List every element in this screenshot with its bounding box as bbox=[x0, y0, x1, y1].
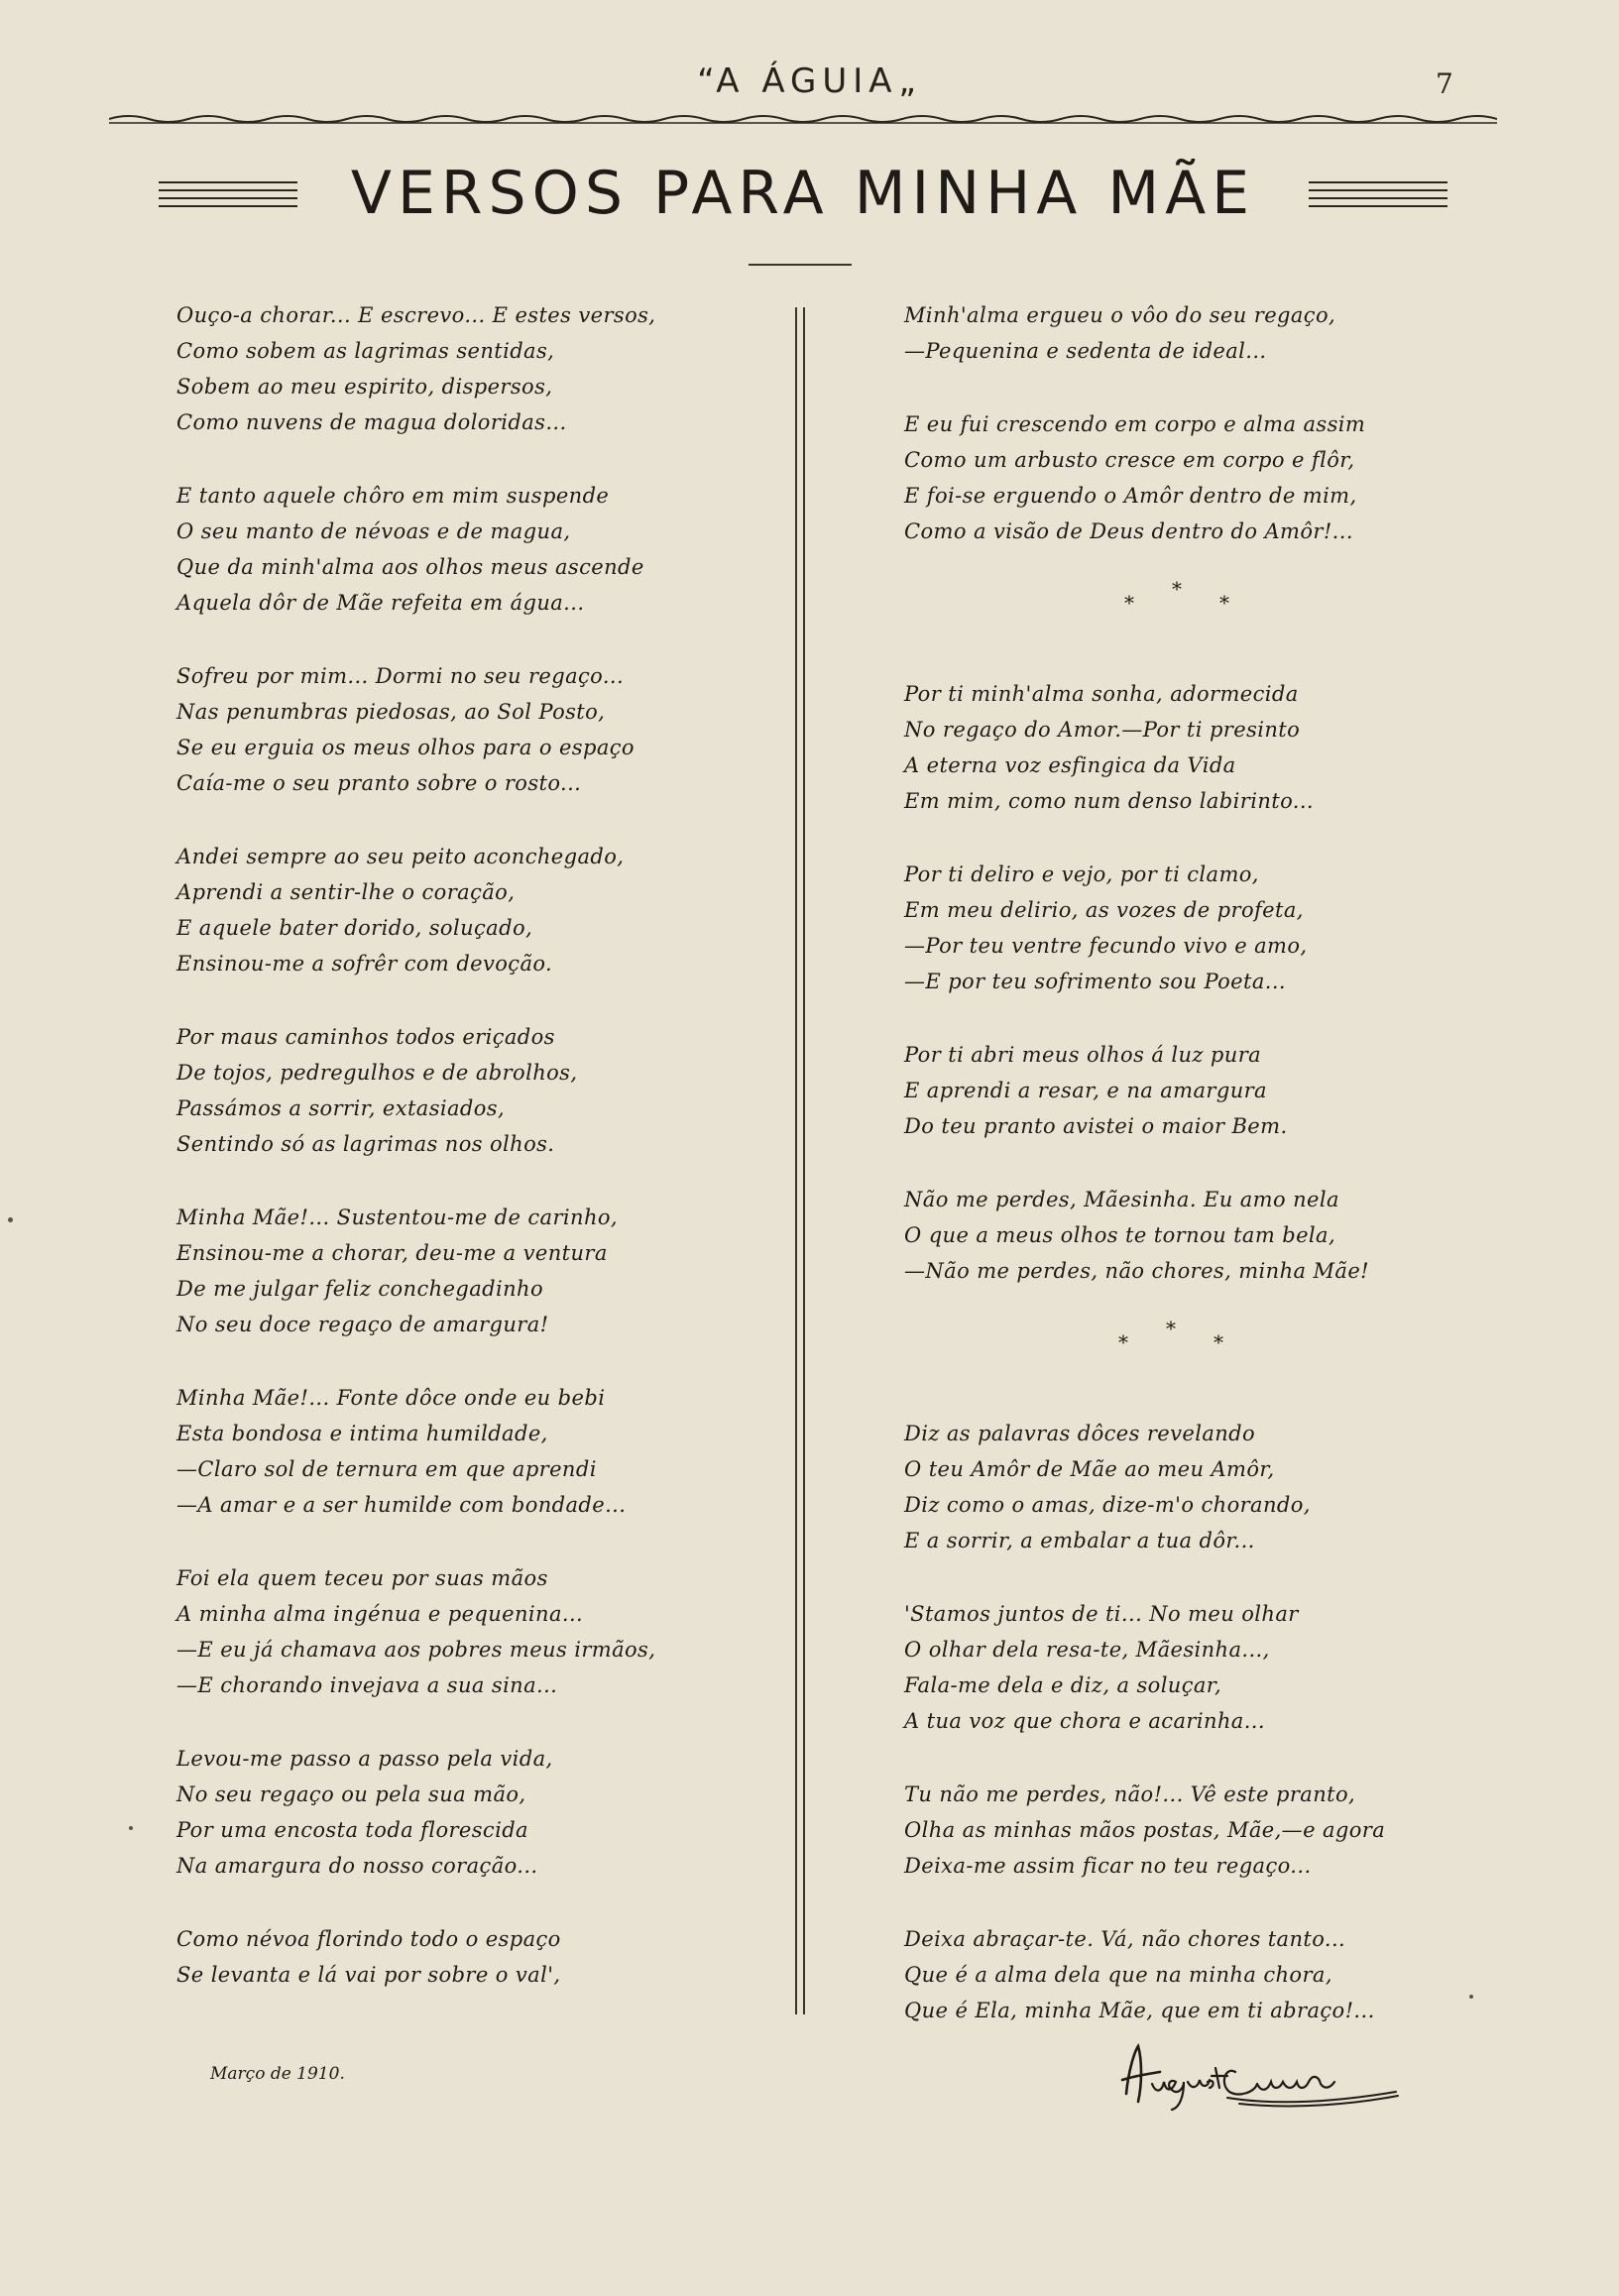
verse-line: Como névoa florindo todo o espaço bbox=[176, 1927, 561, 1951]
separator-star: * bbox=[1124, 591, 1134, 615]
verse-line: Minh'alma ergueu o vôo do seu regaço, bbox=[904, 303, 1336, 327]
stanza bbox=[904, 406, 1459, 549]
separator-star: * bbox=[1214, 1330, 1223, 1354]
verse-line: Como nuvens de magua doloridas... bbox=[176, 410, 567, 434]
stanza bbox=[904, 1921, 1459, 2028]
verse-line: A minha alma ingénua e pequenina... bbox=[176, 1602, 584, 1626]
verse-line: Minha Mãe!... Fonte dôce onde eu bebi bbox=[176, 1386, 606, 1410]
verse-line: Aprendi a sentir-lhe o coração, bbox=[176, 880, 516, 904]
verse-line: Levou-me passo a passo pela vida, bbox=[176, 1747, 553, 1771]
stanza bbox=[904, 1416, 1459, 1558]
verse-line: Como sobem as lagrimas sentidas, bbox=[176, 339, 555, 363]
verse-line: O que a meus olhos te tornou tam bela, bbox=[904, 1223, 1336, 1247]
verse-line: Que é Ela, minha Mãe, que em ti abraço!... bbox=[904, 1999, 1375, 2022]
verse-line: E eu fui crescendo em corpo e alma assim bbox=[904, 412, 1366, 436]
verse-line: E tanto aquele chôro em mim suspende bbox=[176, 484, 610, 508]
verse-line: Nas penumbras piedosas, ao Sol Posto, bbox=[176, 700, 606, 724]
verse-line: Em mim, como num denso labirinto... bbox=[904, 789, 1314, 813]
verse-line: Se levanta e lá vai por sobre o val', bbox=[176, 1963, 561, 1987]
running-title: “A ÁGUIA„ bbox=[697, 61, 922, 101]
stanza bbox=[176, 478, 771, 621]
verse-line: Diz como o amas, dize-m'o chorando, bbox=[904, 1493, 1311, 1517]
verse-line: Que é a alma dela que na minha chora, bbox=[904, 1963, 1332, 1987]
verse-line: A tua voz que chora e acarinha... bbox=[904, 1709, 1265, 1733]
verse-line: Caía-me o seu pranto sobre o rosto... bbox=[176, 771, 582, 795]
stanza-separator bbox=[904, 577, 1459, 648]
stanza bbox=[904, 1777, 1459, 1884]
paper-speck bbox=[1469, 1995, 1473, 1999]
verse-line: Passámos a sorrir, extasiados, bbox=[176, 1096, 506, 1120]
verse-line: —Não me perdes, não chores, minha Mãe! bbox=[904, 1259, 1369, 1283]
verse-line: Diz as palavras dôces revelando bbox=[904, 1422, 1256, 1445]
verse-line: Tu não me perdes, não!... Vê este pranto, bbox=[904, 1782, 1356, 1806]
separator-star: * bbox=[1172, 577, 1182, 601]
verse-line: A eterna voz esfingica da Vida bbox=[904, 753, 1236, 777]
verse-line: 'Stamos juntos de ti... No meu olhar bbox=[904, 1602, 1299, 1626]
verse-line: Deixa-me assim ficar no teu regaço... bbox=[904, 1854, 1312, 1878]
verse-line: E aprendi a resar, e na amargura bbox=[904, 1079, 1267, 1102]
verse-line: Andei sempre ao seu peito aconchegado, bbox=[176, 845, 625, 868]
separator-star: * bbox=[1219, 591, 1229, 615]
verse-line: E foi-se erguendo o Amôr dentro de mim, bbox=[904, 484, 1357, 508]
stanza bbox=[176, 1019, 771, 1162]
verse-line: —Por teu ventre fecundo vivo e amo, bbox=[904, 934, 1308, 958]
verse-line: Que da minh'alma aos olhos meus ascende bbox=[176, 555, 644, 579]
stanza bbox=[176, 1741, 771, 1884]
verse-line: Por ti minh'alma sonha, adormecida bbox=[904, 682, 1299, 706]
verse-line: Como um arbusto cresce em corpo e flôr, bbox=[904, 448, 1355, 472]
verse-line: No regaço do Amor.—Por ti presinto bbox=[904, 718, 1301, 742]
separator-star: * bbox=[1118, 1330, 1128, 1354]
verse-line: Por ti abri meus olhos á luz pura bbox=[904, 1043, 1262, 1067]
stanza bbox=[904, 1596, 1459, 1739]
stanza bbox=[176, 1380, 771, 1523]
verse-line: Não me perdes, Mãesinha. Eu amo nela bbox=[904, 1188, 1339, 1211]
verse-line: —E eu já chamava aos pobres meus irmãos, bbox=[176, 1638, 656, 1662]
verse-line: Por ti deliro e vejo, por ti clamo, bbox=[904, 862, 1259, 886]
verse-line: No seu doce regaço de amargura! bbox=[176, 1313, 549, 1336]
stanza bbox=[176, 658, 771, 801]
verse-line: Minha Mãe!... Sustentou-me de carinho, bbox=[176, 1205, 619, 1229]
title-ornament-right bbox=[1309, 176, 1447, 216]
verse-line: —Claro sol de ternura em que aprendi bbox=[176, 1457, 597, 1481]
verse-line: Por maus caminhos todos eriçados bbox=[176, 1025, 555, 1049]
verse-line: O seu manto de névoas e de magua, bbox=[176, 519, 571, 543]
stanza bbox=[904, 676, 1459, 819]
verse-line: Esta bondosa e intima humildade, bbox=[176, 1422, 548, 1445]
verse-line: —E chorando invejava a sua sina... bbox=[176, 1673, 558, 1697]
title-row bbox=[159, 159, 1447, 238]
verse-line: Do teu pranto avistei o maior Bem. bbox=[904, 1114, 1288, 1138]
column-divider bbox=[803, 307, 805, 2014]
verse-line: De me julgar feliz conchegadinho bbox=[176, 1277, 544, 1301]
verse-line: —Pequenina e sedenta de ideal... bbox=[904, 339, 1267, 363]
stanza bbox=[176, 297, 771, 440]
paper-speck bbox=[8, 1217, 13, 1222]
verse-line: —E por teu sofrimento sou Poeta... bbox=[904, 970, 1286, 993]
verse-line: E a sorrir, a embalar a tua dôr... bbox=[904, 1529, 1255, 1552]
verse-line: Fala-me dela e diz, a soluçar, bbox=[904, 1673, 1222, 1697]
verse-line: Ouço-a chorar... E escrevo... E estes versos, bbox=[176, 303, 656, 327]
verse-line: Sofreu por mim... Dormi no seu regaço... bbox=[176, 664, 625, 688]
verse-line: Sobem ao meu espirito, dispersos, bbox=[176, 375, 553, 399]
paper-speck bbox=[129, 1826, 133, 1830]
verse-line: Em meu delirio, as vozes de profeta, bbox=[904, 898, 1304, 922]
verse-line: Por uma encosta toda florescida bbox=[176, 1818, 528, 1842]
page-number: 7 bbox=[1436, 67, 1453, 100]
verse-line: —A amar e a ser humilde com bondade... bbox=[176, 1493, 627, 1517]
verse-line: O olhar dela resa-te, Mãesinha..., bbox=[904, 1638, 1270, 1662]
wavy-header-rule bbox=[109, 109, 1497, 131]
separator-star: * bbox=[1166, 1317, 1176, 1340]
verse-line: Na amargura do nosso coração... bbox=[176, 1854, 538, 1878]
verse-line: Olha as minhas mãos postas, Mãe,—e agora bbox=[904, 1818, 1386, 1842]
verse-line: Se eu erguia os meus olhos para o espaço bbox=[176, 736, 635, 759]
stanza bbox=[904, 1037, 1459, 1144]
date-line: Março de 1910. bbox=[210, 2064, 345, 2084]
verse-line: O teu Amôr de Mãe ao meu Amôr, bbox=[904, 1457, 1275, 1481]
verse-line: Ensinou-me a sofrêr com devoção. bbox=[176, 952, 553, 976]
stanza bbox=[176, 1200, 771, 1342]
stanza-separator bbox=[904, 1317, 1459, 1388]
verse-line: De tojos, pedregulhos e de abrolhos, bbox=[176, 1061, 578, 1085]
stanza bbox=[176, 839, 771, 981]
verse-line: Ensinou-me a chorar, deu-me a ventura bbox=[176, 1241, 608, 1265]
verse-line: Como a visão de Deus dentro do Amôr!... bbox=[904, 519, 1353, 543]
verse-line: E aquele bater dorido, soluçado, bbox=[176, 916, 533, 940]
left-column bbox=[176, 297, 771, 2030]
verse-line: No seu regaço ou pela sua mão, bbox=[176, 1782, 526, 1806]
stanza bbox=[904, 857, 1459, 999]
verse-line: Sentindo só as lagrimas nos olhos. bbox=[176, 1132, 555, 1156]
author-signature bbox=[1108, 2032, 1406, 2122]
verse-line: Deixa abraçar-te. Vá, não chores tanto... bbox=[904, 1927, 1346, 1951]
title-ornament-left bbox=[159, 176, 297, 216]
stanza bbox=[176, 1921, 771, 1993]
stanza bbox=[904, 297, 1459, 369]
stanza bbox=[176, 1560, 771, 1703]
title-underline bbox=[749, 264, 852, 266]
stanza bbox=[904, 1182, 1459, 1289]
verse-line: Aquela dôr de Mãe refeita em água... bbox=[176, 591, 585, 615]
right-column bbox=[904, 297, 1459, 2066]
poem-title: VERSOS PARA MINHA MÃE bbox=[350, 159, 1256, 228]
column-divider bbox=[795, 307, 797, 2014]
verse-line: Foi ela quem teceu por suas mãos bbox=[176, 1566, 548, 1590]
